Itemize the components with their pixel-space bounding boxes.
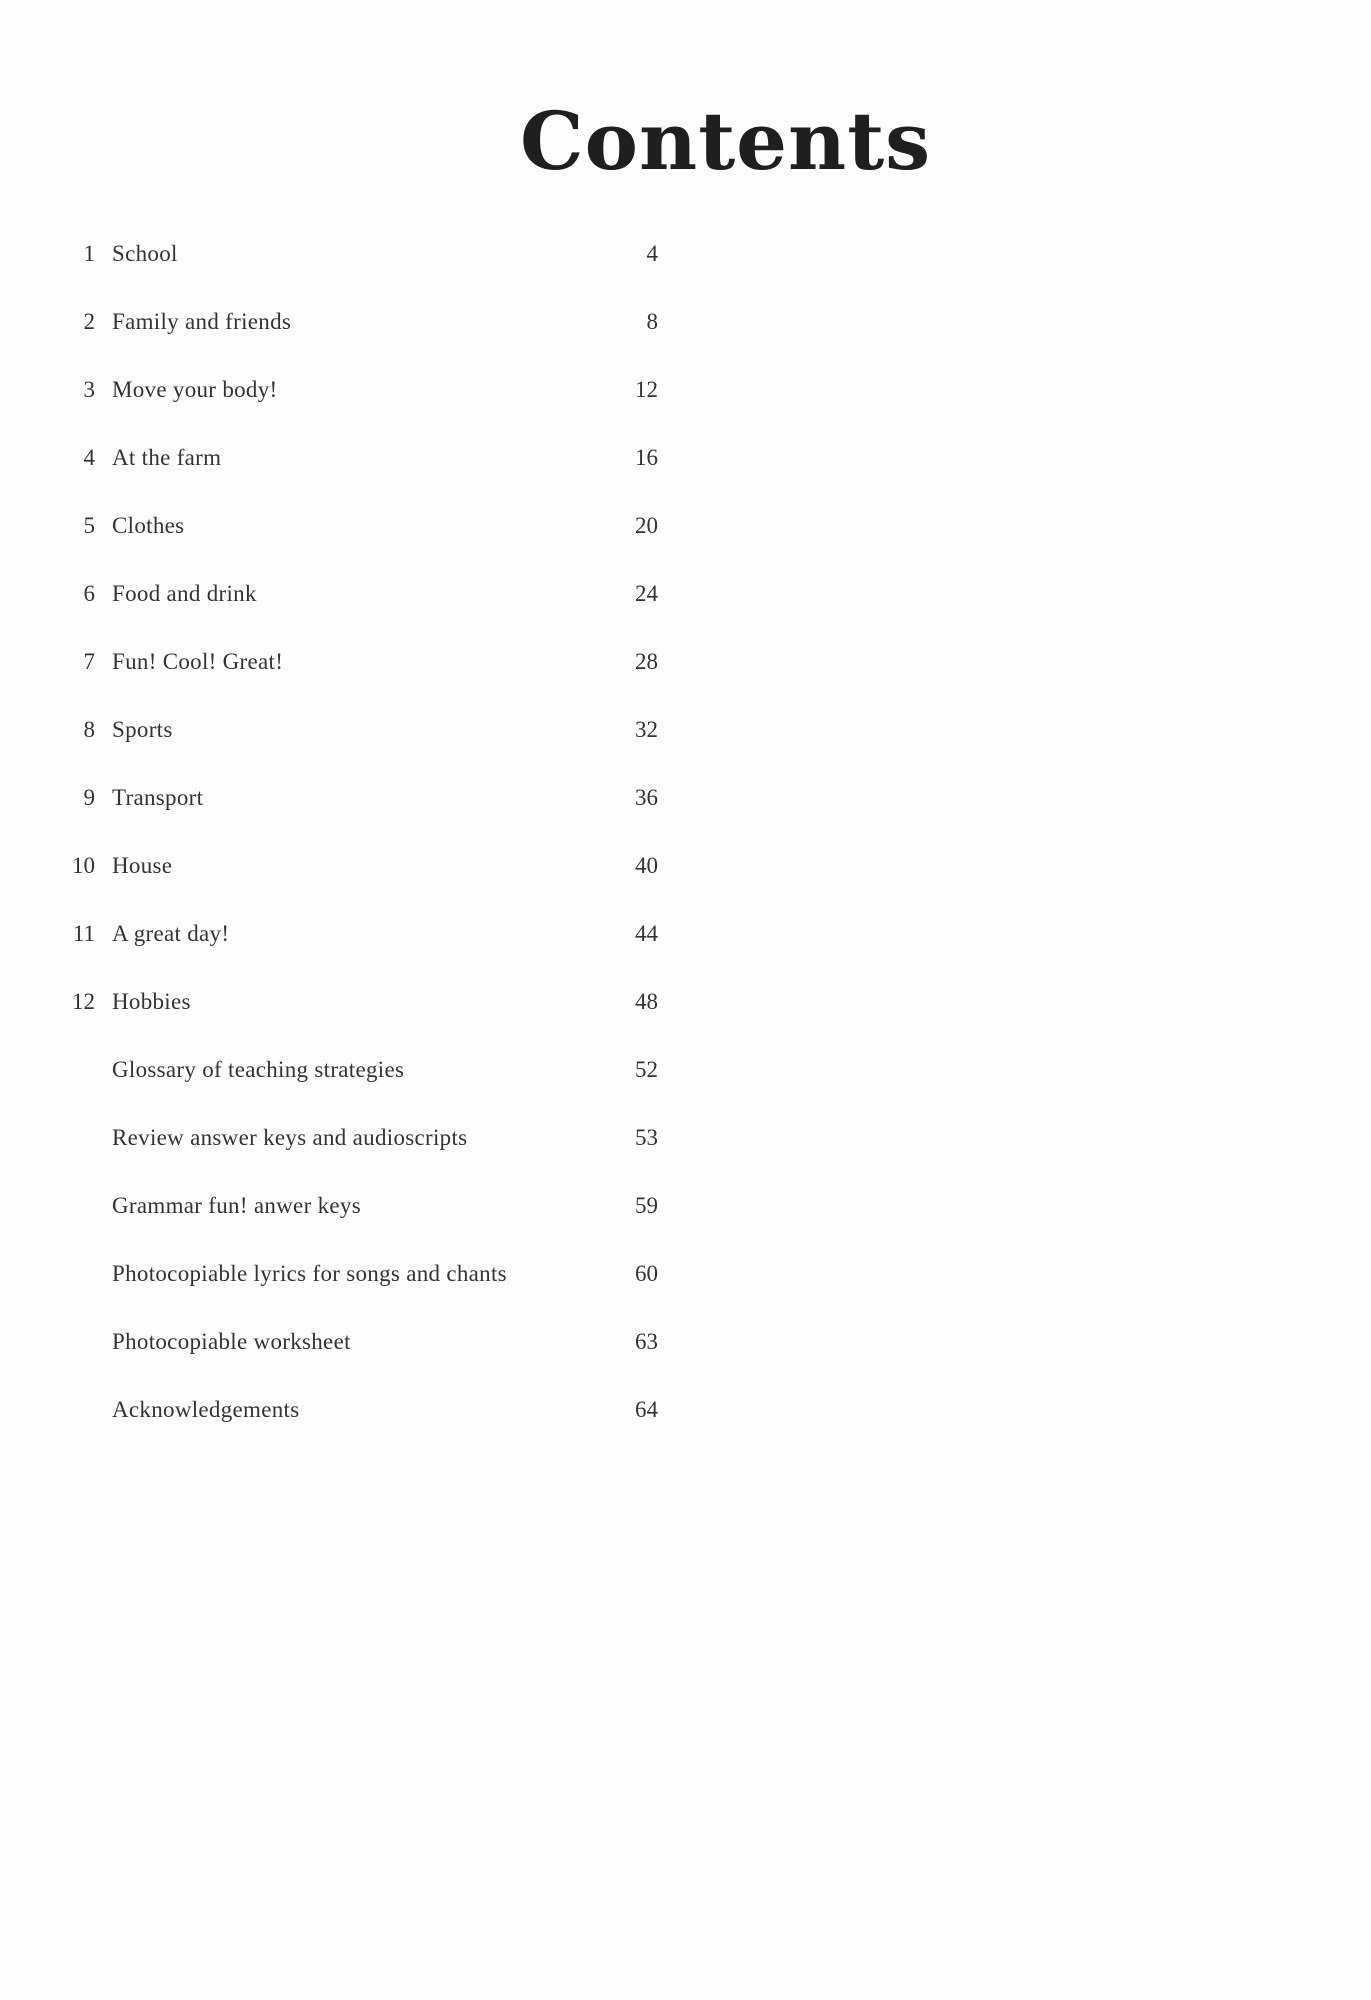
toc-entry-number: 5: [83, 513, 95, 538]
toc-entry-page: 40: [635, 853, 658, 878]
toc-entry-page: 52: [635, 1057, 658, 1082]
toc-entry-title: Fun! Cool! Great!: [112, 649, 284, 674]
title-container: [520, 94, 932, 188]
table-of-contents: [0, 225, 700, 1449]
toc-entry-title: Move your body!: [112, 377, 278, 402]
toc-entry-page: 8: [646, 309, 658, 334]
toc-entry-page: 53: [635, 1125, 658, 1150]
toc-entry-title: Family and friends: [112, 309, 292, 334]
toc-entry[interactable]: [0, 1381, 700, 1449]
toc-entry-page: 24: [635, 581, 658, 606]
toc-entry-number: 2: [83, 309, 95, 334]
toc-entry-page: 32: [635, 717, 658, 742]
toc-entry-page: 64: [635, 1397, 658, 1422]
toc-entry[interactable]: [0, 429, 700, 497]
toc-entry[interactable]: [0, 1245, 700, 1313]
toc-entry-title: Acknowledgements: [112, 1397, 300, 1422]
toc-entry-number: 3: [83, 377, 95, 402]
toc-entry[interactable]: [0, 361, 700, 429]
toc-entry-title: Grammar fun! anwer keys: [112, 1193, 361, 1218]
toc-entry-number: 12: [72, 989, 95, 1014]
toc-entry[interactable]: [0, 225, 700, 293]
toc-entry-title: House: [112, 853, 173, 878]
toc-entry-number: 9: [83, 785, 95, 810]
toc-entry-title: At the farm: [112, 445, 222, 470]
toc-entry[interactable]: [0, 701, 700, 769]
toc-entry[interactable]: [0, 633, 700, 701]
toc-entry-number: 6: [83, 581, 95, 606]
toc-entry[interactable]: [0, 565, 700, 633]
toc-entry-title: School: [112, 241, 178, 266]
toc-entry-title: Review answer keys and audioscripts: [112, 1125, 468, 1150]
toc-entry[interactable]: [0, 769, 700, 837]
toc-entry-title: A great day!: [112, 921, 230, 946]
toc-entry[interactable]: [0, 837, 700, 905]
toc-entry-number: 4: [83, 445, 95, 470]
toc-entry-page: 20: [635, 513, 658, 538]
toc-entry-title: Food and drink: [112, 581, 257, 606]
toc-entry-number: 11: [72, 921, 95, 946]
toc-entry-title: Photocopiable lyrics for songs and chants: [112, 1261, 507, 1286]
toc-entry-number: 1: [83, 241, 95, 266]
toc-entry-page: 59: [635, 1193, 658, 1218]
toc-entry-page: 28: [635, 649, 658, 674]
toc-entry-page: 63: [635, 1329, 658, 1354]
toc-entry-page: 12: [635, 377, 658, 402]
toc-entry-page: 36: [635, 785, 658, 810]
toc-entry-number: 8: [83, 717, 95, 742]
toc-entry-page: 4: [646, 241, 658, 266]
toc-entry[interactable]: [0, 293, 700, 361]
page-title: Contents: [520, 94, 932, 188]
toc-entry-title: Glossary of teaching strategies: [112, 1057, 405, 1082]
toc-entry[interactable]: [0, 1041, 700, 1109]
toc-entry-number: 10: [72, 853, 95, 878]
toc-entry-page: 44: [635, 921, 658, 946]
toc-entry[interactable]: [0, 1109, 700, 1177]
toc-entry[interactable]: [0, 1177, 700, 1245]
toc-entry[interactable]: [0, 1313, 700, 1381]
toc-entry[interactable]: [0, 497, 700, 565]
toc-entry[interactable]: [0, 905, 700, 973]
toc-entry-title: Hobbies: [112, 989, 191, 1014]
toc-entry-title: Sports: [112, 717, 173, 742]
toc-entry-page: 48: [635, 989, 658, 1014]
toc-entry-title: Transport: [112, 785, 204, 810]
toc-entry-page: 60: [635, 1261, 658, 1286]
toc-entry-page: 16: [635, 445, 658, 470]
toc-entry-number: 7: [83, 649, 95, 674]
toc-entry-title: Photocopiable worksheet: [112, 1329, 351, 1354]
toc-entry-title: Clothes: [112, 513, 185, 538]
toc-entry[interactable]: [0, 973, 700, 1041]
